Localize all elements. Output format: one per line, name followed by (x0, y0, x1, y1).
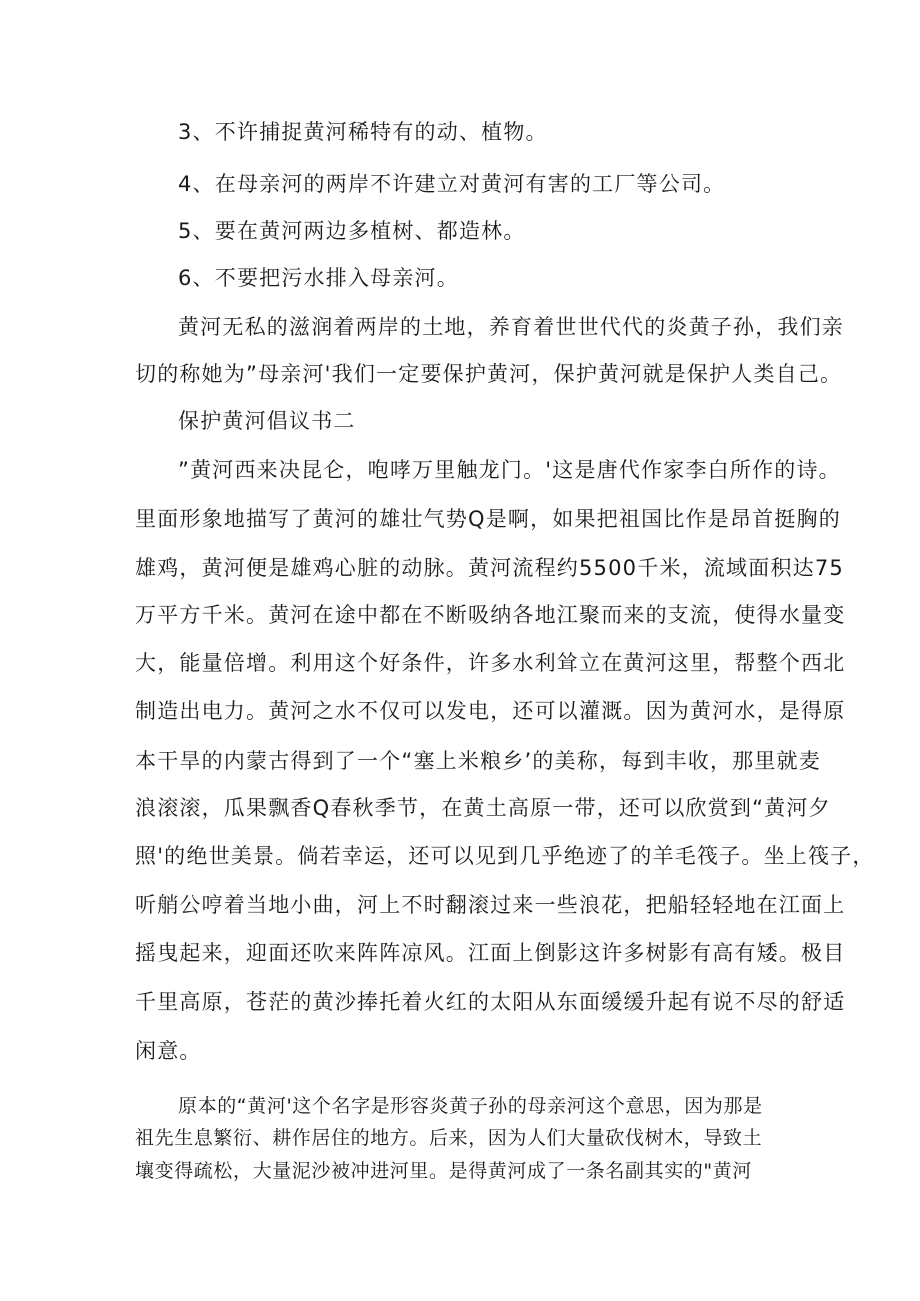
paragraph-line: 听艄公哼着当地小曲，河上不时翻滚过来一些浪花，把船轻轻地在江面上 (135, 893, 846, 917)
list-item: 5、要在黄河两边多植树、都造林。 (178, 219, 526, 243)
paragraph-line: 黄河无私的滋润着两岸的土地，养育着世世代代的炎黄子孙，我们亲 (178, 315, 844, 339)
paragraph-line: 祖先生息繁衍、耕作居住的地方。后来，因为人们大量砍伐树木，导致土 (135, 1127, 763, 1149)
paragraph-line: 闲意。 (135, 1039, 202, 1063)
paragraph-line: 制造出电力。黄河之水不仅可以发电，还可以灌溉。因为黄河水，是得原 (135, 699, 846, 723)
paragraph-line: 照'的绝世美景。倘若幸运，还可以见到几乎绝迹了的羊毛筏子。坐上筏子， (135, 844, 875, 868)
paragraph-line: 大，能量倍增。利用这个好条件，许多水利耸立在黄河这里，帮整个西北 (135, 651, 846, 675)
list-item: 4、在母亲河的两岸不许建立对黄河有害的工厂等公司。 (178, 172, 726, 196)
paragraph-line: 浪滚滚，瓜果飘香Q春秋季节，在黄土高原一带，还可以欣赏到“黄河夕 (135, 796, 831, 820)
paragraph-line: 里面形象地描写了黄河的雄壮气势Q是啊，如果把祖国比作是昂首挺胸的 (135, 507, 841, 531)
paragraph-line: 万平方千米。黄河在途中都在不断吸纳各地江聚而来的支流，使得水量变 (135, 603, 846, 627)
paragraph-line: 壤变得疏松，大量泥沙被冲进河里。是得黄河成了一条名副其实的"黄河 (135, 1160, 752, 1182)
paragraph-line: 原本的“黄河'这个名字是形容炎黄子孙的母亲河这个意思，因为那是 (178, 1095, 763, 1117)
list-item: 6、不要把污水排入母亲河。 (178, 266, 459, 290)
paragraph-line: 切的称她为”母亲河'我们一定要保护黄河，保护黄河就是保护人类自己。 (135, 362, 843, 386)
section-title: 保护黄河倡议书二 (178, 409, 356, 433)
paragraph-line: ”黄河西来决昆仑，咆哮万里触龙门。'这是唐代作家李白所作的诗。 (178, 458, 841, 482)
paragraph-line: 本干旱的内蒙古得到了一个“塞上米粮乡’的美称，每到丰收，那里就麦 (135, 749, 821, 773)
paragraph-line: 摇曳起来，迎面还吹来阵阵凉风。江面上倒影这许多树影有高有矮。极目 (135, 941, 846, 965)
list-item: 3、不许捕捉黄河稀特有的动、植物。 (178, 120, 548, 144)
paragraph-line: 千里高原，苍茫的黄沙捧托着火红的太阳从东面缓缓升起有说不尽的舒适 (135, 990, 846, 1014)
paragraph-line: 雄鸡，黄河便是雄鸡心脏的动脉。黄河流程约5500千米，流域面积达75 (135, 556, 844, 580)
